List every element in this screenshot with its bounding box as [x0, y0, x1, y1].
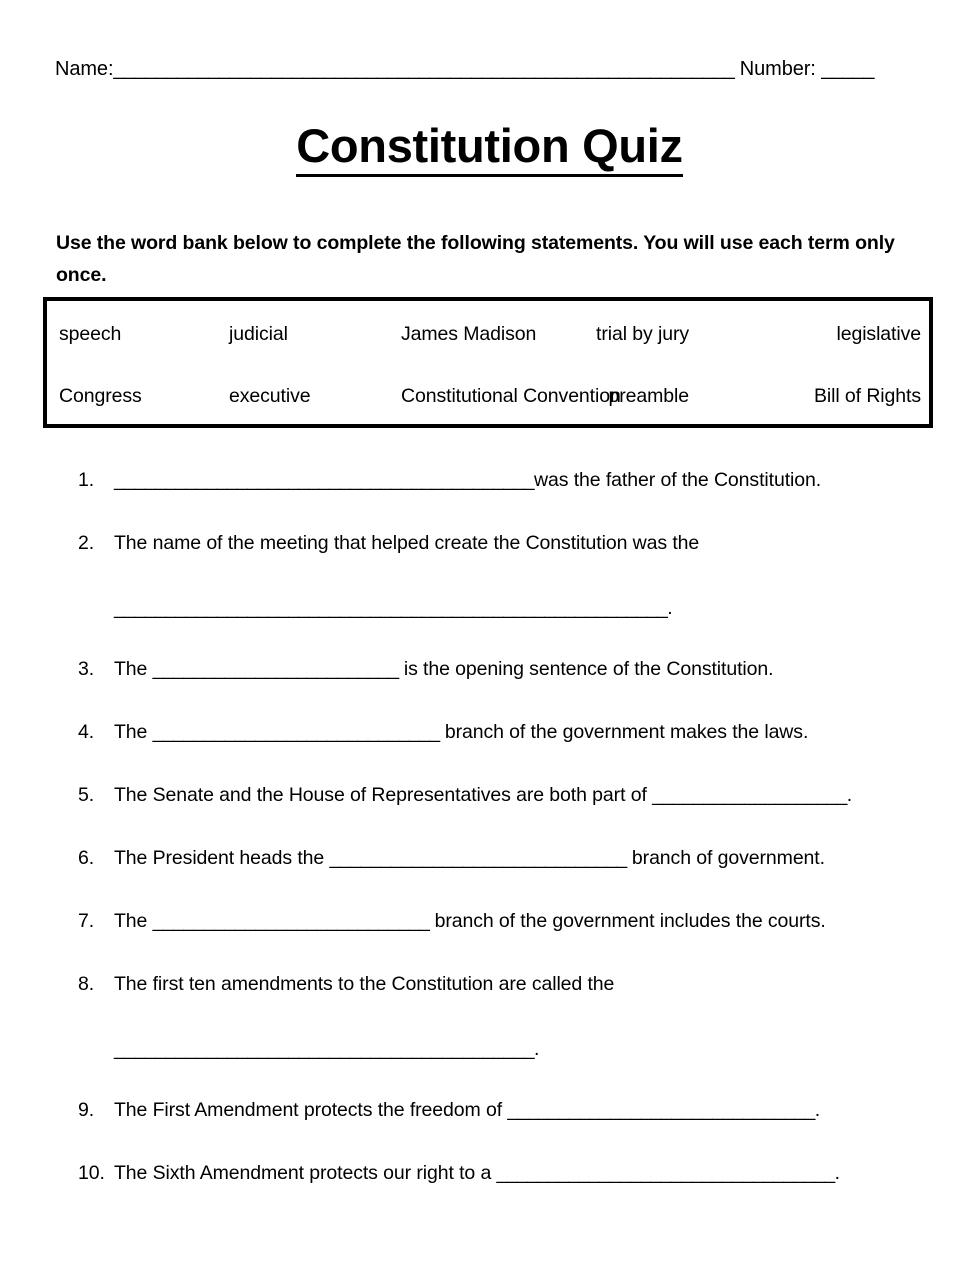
question-number: 8. [78, 973, 95, 995]
question-text-pre: The [114, 910, 153, 932]
question-text-pre: The President heads the [114, 847, 330, 869]
word-bank-term: judicial [229, 323, 288, 345]
question-item [78, 970, 948, 1063]
question-number: 5. [78, 784, 95, 806]
question-text-post: . [667, 597, 673, 619]
question-text-pre: The [114, 721, 153, 743]
question-text-post: . [834, 1162, 840, 1184]
answer-blank[interactable]: ___________________________ [152, 910, 430, 932]
question-item [78, 907, 948, 935]
page-title-text: Constitution Quiz [296, 119, 682, 177]
question-item [78, 466, 948, 494]
question-text [114, 529, 948, 557]
question-number: 3. [78, 658, 95, 680]
question-text [114, 718, 948, 746]
word-bank-box [43, 297, 933, 428]
question-item [78, 718, 948, 746]
question-number: 6. [78, 847, 95, 869]
question-item [78, 1096, 948, 1124]
question-text-pre: The first ten amendments to the Constitution are called the [114, 973, 615, 995]
student-info-line [55, 56, 925, 82]
answer-blank[interactable]: ___________________ [652, 784, 847, 806]
answer-blank[interactable]: _________________________________ [496, 1162, 835, 1184]
word-bank-row-2 [47, 383, 929, 416]
question-text-post: branch of the government includes the courts. [429, 910, 826, 932]
question-text [114, 844, 948, 872]
question-text-post: branch of government. [626, 847, 825, 869]
question-list [78, 466, 948, 1187]
name-label: Name: [55, 58, 114, 80]
word-bank-term: James Madison [401, 323, 537, 345]
answer-blank[interactable]: ____________________________ [152, 721, 440, 743]
question-text [114, 907, 948, 935]
answer-blank[interactable]: _____________________________ [329, 847, 627, 869]
question-text-post: . [534, 1038, 540, 1060]
answer-blank[interactable]: ______________________________ [507, 1099, 815, 1121]
question-text-post: was the father of the Constitution. [534, 469, 822, 491]
question-text-pre: The Sixth Amendment protects our right to a [114, 1162, 497, 1184]
question-text-pre: The name of the meeting that helped create the Constitution was the [114, 532, 700, 554]
question-text [114, 970, 948, 998]
question-number: 10. [78, 1162, 105, 1184]
question-text [114, 1096, 948, 1124]
question-item [78, 655, 948, 683]
word-bank-row-1 [47, 321, 929, 354]
question-number: 1. [78, 469, 95, 491]
word-bank-term: Bill of Rights [814, 385, 921, 407]
word-bank-term: executive [229, 385, 311, 407]
answer-blank[interactable]: _________________________________________ [114, 469, 535, 491]
name-blank: ___________________________________________________________ [113, 58, 735, 80]
answer-blank[interactable]: ______________________________________________________ [114, 597, 668, 619]
question-text-pre: The Senate and the House of Representatives are both part of [114, 784, 653, 806]
question-text-post: . [814, 1099, 821, 1121]
answer-blank[interactable]: _________________________________________ [114, 1038, 535, 1060]
question-number: 7. [78, 910, 95, 932]
question-text-pre: The [114, 658, 153, 680]
question-text [114, 781, 948, 809]
question-text-post: is the opening sentence of the Constitution. [398, 658, 774, 680]
number-label: Number: [739, 58, 816, 80]
question-text [114, 466, 948, 494]
question-item [78, 529, 948, 622]
page-title [0, 118, 979, 174]
word-bank-term: legislative [836, 323, 921, 345]
question-text [114, 655, 948, 683]
number-blank: _____ [821, 58, 874, 80]
question-item [78, 1159, 948, 1187]
question-number: 2. [78, 532, 95, 554]
question-item [78, 844, 948, 872]
question-text [114, 1159, 948, 1187]
question-text-pre: The First Amendment protects the freedom of [114, 1099, 508, 1121]
question-item [78, 781, 948, 809]
word-bank-term: speech [59, 323, 122, 345]
question-wrap-line [114, 594, 948, 622]
word-bank-term: preamble [608, 385, 689, 407]
question-number: 4. [78, 721, 95, 743]
word-bank-term: Constitutional Convention [401, 385, 621, 407]
question-text-post: . [846, 784, 853, 806]
question-text-post: branch of the government makes the laws. [439, 721, 809, 743]
question-wrap-line [114, 1035, 948, 1063]
word-bank-term: trial by jury [596, 323, 689, 345]
answer-blank[interactable]: ________________________ [152, 658, 399, 680]
instructions-text: Use the word bank below to complete the following statements. You will use each term only once. [56, 232, 895, 286]
question-number: 9. [78, 1099, 95, 1121]
word-bank-term: Congress [59, 385, 142, 407]
